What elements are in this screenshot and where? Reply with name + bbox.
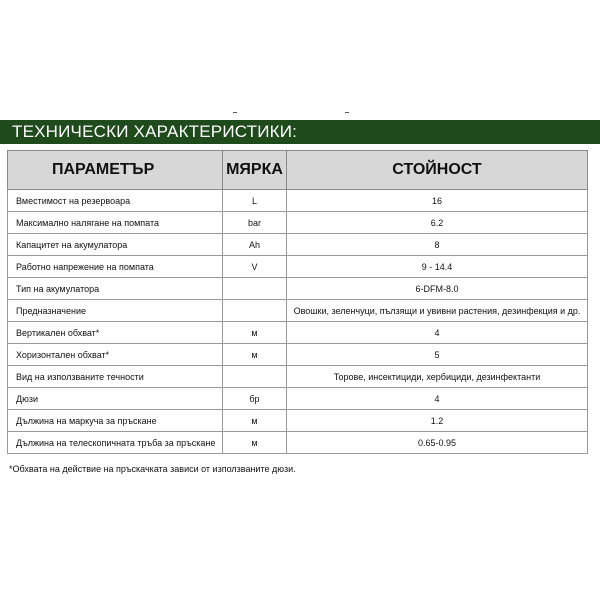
table-header-row [8, 151, 588, 190]
table-body [8, 190, 588, 454]
cell-parameter: Работно напрежение на помпата [8, 256, 223, 278]
table-row [8, 432, 588, 454]
cell-unit: м [223, 322, 287, 344]
cell-unit [223, 366, 287, 388]
cell-value: 6-DFM-8.0 [287, 278, 588, 300]
cell-parameter: Вид на използваните течности [8, 366, 223, 388]
cell-unit [223, 278, 287, 300]
cell-unit: V [223, 256, 287, 278]
table-row [8, 366, 588, 388]
cell-value: 8 [287, 234, 588, 256]
cell-parameter: Дължина на маркуча за пръскане [8, 410, 223, 432]
cell-parameter: Хоризонтален обхват* [8, 344, 223, 366]
decorative-dash [345, 112, 349, 113]
table-row [8, 300, 588, 322]
cell-value: 9 - 14.4 [287, 256, 588, 278]
section-banner [0, 120, 600, 144]
cell-unit: L [223, 190, 287, 212]
table-row [8, 278, 588, 300]
cell-unit: Ah [223, 234, 287, 256]
table-row [8, 234, 588, 256]
table-row [8, 410, 588, 432]
cell-value: 16 [287, 190, 588, 212]
cell-value: Овошки, зеленчуци, пълзящи и увивни растения, дезинфекция и др. [287, 300, 588, 322]
cell-value: 0.65-0.95 [287, 432, 588, 454]
header-value: СТОЙНОСТ [287, 151, 588, 190]
cell-unit: м [223, 344, 287, 366]
cell-parameter: Дюзи [8, 388, 223, 410]
table-row [8, 388, 588, 410]
cell-parameter: Вместимост на резервоара [8, 190, 223, 212]
cell-parameter: Максимално налягане на помпата [8, 212, 223, 234]
table-row [8, 322, 588, 344]
section-title: ТЕХНИЧЕСКИ ХАРАКТЕРИСТИКИ: [12, 122, 298, 141]
cell-parameter: Вертикален обхват* [8, 322, 223, 344]
specifications-table [7, 150, 588, 454]
table-row [8, 190, 588, 212]
cell-value: 4 [287, 388, 588, 410]
cell-value: 5 [287, 344, 588, 366]
cell-unit: м [223, 410, 287, 432]
cell-unit: bar [223, 212, 287, 234]
cell-value: 4 [287, 322, 588, 344]
cell-unit [223, 300, 287, 322]
cell-parameter: Дължина на телескопичната тръба за пръскане [8, 432, 223, 454]
table-row [8, 256, 588, 278]
table-row [8, 344, 588, 366]
cell-value: Торове, инсектициди, хербициди, дезинфектанти [287, 366, 588, 388]
header-unit: МЯРКА [223, 151, 287, 190]
decorative-dash [233, 112, 237, 113]
table-row [8, 212, 588, 234]
cell-unit: м [223, 432, 287, 454]
cell-unit: бр [223, 388, 287, 410]
cell-value: 1.2 [287, 410, 588, 432]
cell-value: 6.2 [287, 212, 588, 234]
cell-parameter: Тип на акумулатора [8, 278, 223, 300]
cell-parameter: Предназначение [8, 300, 223, 322]
header-parameter: ПАРАМЕТЪР [8, 151, 223, 190]
cell-parameter: Капацитет на акумулатора [8, 234, 223, 256]
footnote: *Обхвата на действие на пръскачката зависи от използваните дюзи. [9, 464, 296, 474]
